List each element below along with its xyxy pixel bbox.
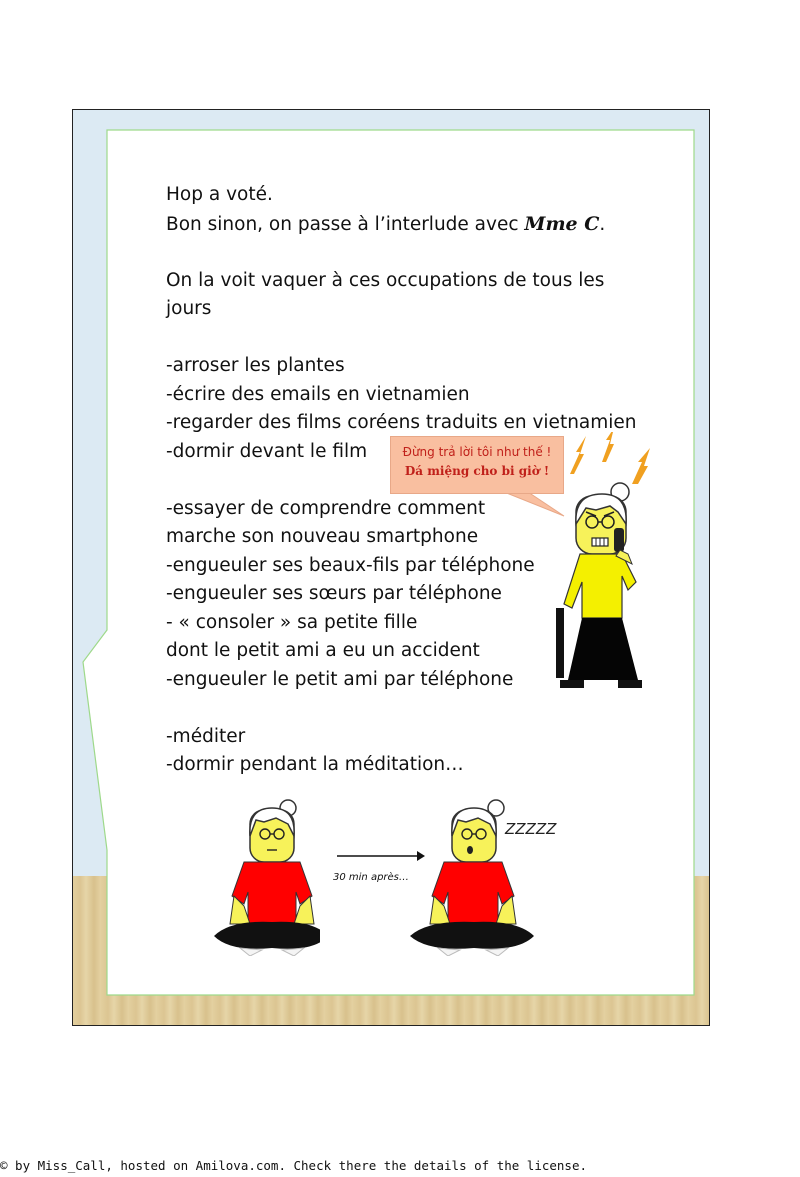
text-line: jours: [166, 298, 212, 319]
text-line: -engueuler ses sœurs par téléphone: [166, 583, 502, 604]
license-footer: © by Miss_Call, hosted on Amilova.com. Check there the details of the license.: [0, 1158, 587, 1173]
text-line: -engueuler ses beaux-fils par téléphone: [166, 554, 535, 576]
speech-bubble: [390, 436, 564, 494]
speech-line-1: Đừng trả lời tôi như thế !: [402, 445, 552, 459]
text-line: Hop a voté.: [166, 184, 273, 205]
text-line: - « consoler » sa petite fille: [166, 611, 418, 633]
text-line: On la voit vaquer à ces occupations de tous les: [166, 269, 605, 291]
text-line: -arroser les plantes: [166, 355, 345, 376]
text-line: dont le petit ami a eu un accident: [166, 640, 480, 661]
lightning-icon: [602, 432, 614, 462]
text-line: -regarder des films coréens traduits en vietnamien: [166, 412, 637, 433]
text-line: -engueuler le petit ami par téléphone: [166, 668, 514, 690]
text-line: -essayer de comprendre comment: [166, 497, 486, 519]
speech-line-2: Dá miệng cho bi giờ !: [404, 464, 550, 478]
angry-grandma-illustration: [552, 432, 662, 692]
text-line-with-name: Bon sinon, on passe à l’interlude avec Mme C.: [166, 212, 606, 235]
text-line: -écrire des emails en vietnamien: [166, 383, 470, 405]
text-line: marche son nouveau smartphone: [166, 526, 479, 547]
character-name: Mme C: [524, 212, 600, 235]
text-line: -dormir devant le film: [166, 440, 368, 462]
sleep-zzz-text: ZZZZZ: [505, 820, 557, 838]
lightning-icon: [570, 436, 586, 474]
meditating-grandma-illustration: [210, 796, 320, 956]
text-line: -méditer: [166, 725, 246, 747]
arrow-caption: 30 min après…: [333, 872, 409, 883]
text-line: -dormir pendant la méditation…: [166, 754, 464, 775]
lightning-icon: [632, 448, 650, 484]
